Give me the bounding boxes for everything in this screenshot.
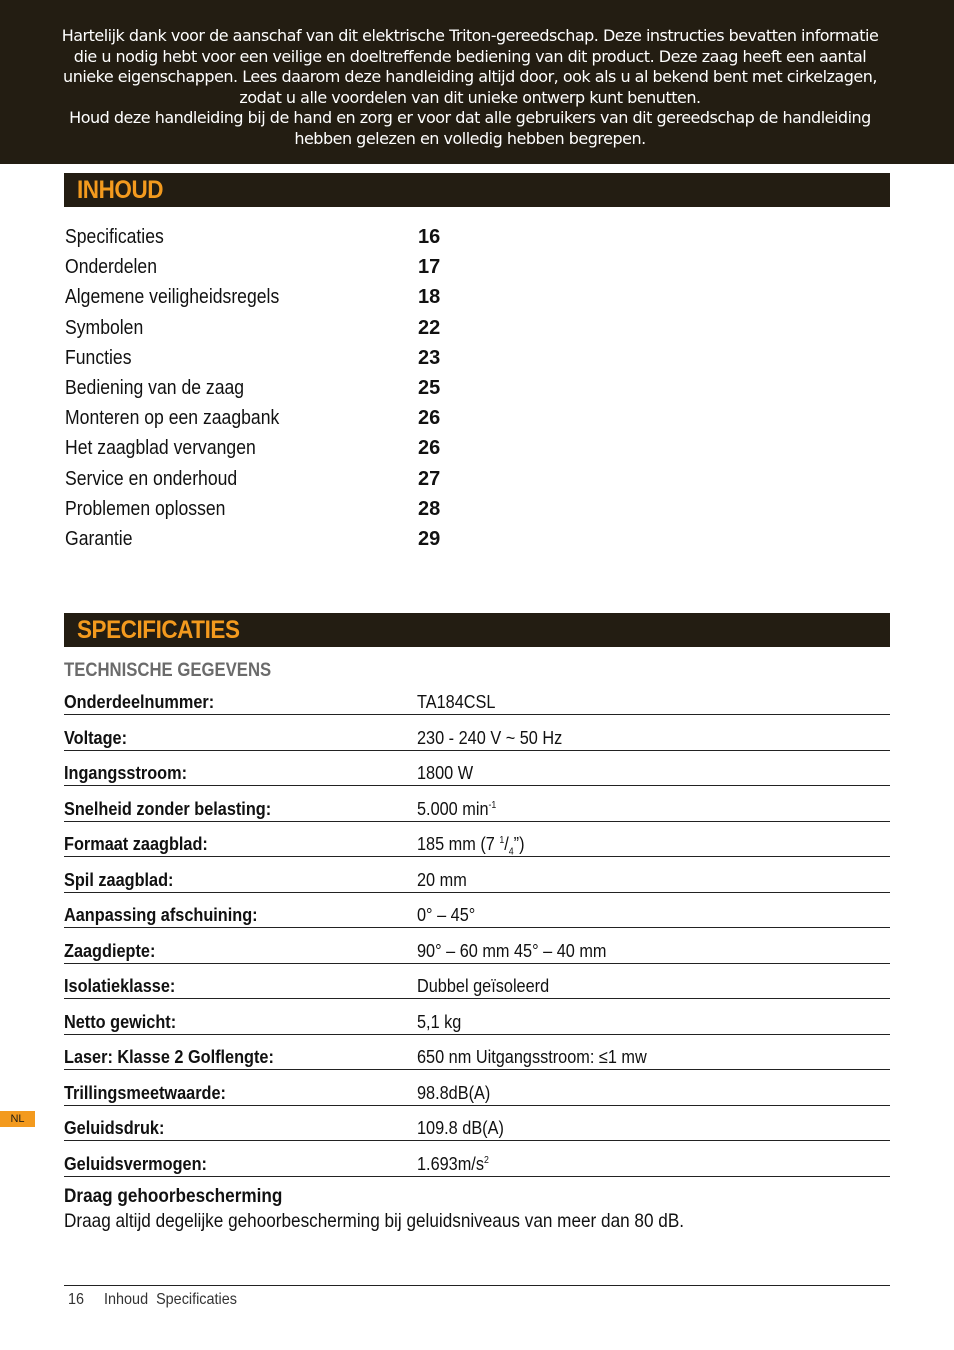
toc-item-title: Onderdelen <box>65 256 157 279</box>
spec-value: 1800 W <box>417 762 474 783</box>
spec-value: 20 mm <box>417 868 467 890</box>
spec-row <box>64 893 890 929</box>
fraction-numerator: 1 <box>499 834 505 846</box>
spec-label: Snelheid zonder belasting: <box>64 797 272 819</box>
spec-row <box>64 999 890 1035</box>
spec-row <box>64 751 890 787</box>
toc-item-page: 29 <box>418 527 441 550</box>
toc-item-title: Het zaagblad vervangen <box>65 437 256 460</box>
page-footer <box>68 1291 237 1309</box>
spec-label: Formaat zaagblad: <box>64 833 208 854</box>
toc-item-title: Functies <box>65 346 132 369</box>
toc-item[interactable] <box>65 373 465 403</box>
specs-heading-bar <box>64 613 890 647</box>
footer-section-link[interactable]: Inhoud <box>104 1291 149 1308</box>
language-tab: NL <box>0 1111 35 1127</box>
spec-row <box>64 857 890 893</box>
spec-value: 5.000 min <box>417 797 489 819</box>
spec-label: Spil zaagblad: <box>64 868 174 890</box>
note-body: Draag altijd degelijke gehoorbescherming bij geluidsniveaus van meer dan 80 dB. <box>64 1210 685 1232</box>
toc-item-page: 27 <box>418 467 441 490</box>
spec-label: Ingangsstroom: <box>64 762 188 783</box>
spec-value: 98.8dB(A) <box>417 1081 491 1103</box>
spec-value-group <box>417 1153 489 1175</box>
intro-line: Houd deze handleiding bij de hand en zorg er voor dat alle gebruikers van dit gereedschap de handleiding <box>69 108 871 127</box>
toc-heading-bar <box>64 173 890 207</box>
footer-page-number: 16 <box>68 1291 85 1308</box>
spec-row <box>64 1035 890 1071</box>
spec-row <box>64 688 890 715</box>
toc-item-title: Service en onderhoud <box>65 467 238 490</box>
spec-label: Zaagdiepte: <box>64 939 156 961</box>
spec-value: 1.693m/s <box>417 1152 484 1174</box>
spec-row <box>64 715 890 751</box>
spec-value: 650 nm Uitgangsstroom: ≤1 mw <box>417 1046 647 1067</box>
spec-label: Isolatieklasse: <box>64 975 176 996</box>
toc-item-title: Bediening van de zaag <box>65 376 245 399</box>
spec-value-superscript: -1 <box>488 799 497 811</box>
footer-divider <box>64 1285 890 1286</box>
toc-item-page: 26 <box>418 437 441 460</box>
spec-value: 109.8 dB(A) <box>417 1117 504 1138</box>
intro-line: hebben gelezen en volledig hebben begrepen. <box>294 128 646 148</box>
toc-item[interactable] <box>65 464 465 494</box>
spec-value: 230 - 240 V ~ 50 Hz <box>417 726 563 748</box>
spec-value-group <box>417 798 496 820</box>
spec-label: Trillingsmeetwaarde: <box>64 1081 226 1103</box>
intro-line: Hartelijk dank voor de aanschaf van dit elektrische Triton-gereedschap. Deze instructies bevatten informatie <box>61 26 879 45</box>
intro-line: die u nodig hebt voor een veilige en doeltreffende bediening van dit product. Deze zaag heeft een aantal <box>73 46 867 66</box>
toc-item[interactable] <box>65 343 465 373</box>
toc-item-title: Symbolen <box>65 316 144 339</box>
table-of-contents <box>65 222 465 554</box>
spec-label: Voltage: <box>64 726 128 748</box>
toc-item[interactable] <box>65 494 465 524</box>
intro-line: unieke eigenschappen. Lees daarom deze handleiding altijd door, ook als u al bekend bent met cirkelzagen, <box>63 67 877 86</box>
spec-value: 5,1 kg <box>417 1010 462 1032</box>
spec-value-superscript: 2 <box>483 1154 489 1166</box>
spec-label: Aanpassing afschuining: <box>64 904 258 925</box>
spec-value-suffix: ”) <box>513 833 525 854</box>
toc-item[interactable] <box>65 282 465 312</box>
spec-value: TA184CSL <box>417 691 496 712</box>
toc-item[interactable] <box>65 403 465 433</box>
spec-value: 90° – 60 mm 45° – 40 mm <box>417 939 607 961</box>
specs-subheading: TECHNISCHE GEGEVENS <box>64 660 272 681</box>
toc-item-page: 26 <box>418 407 441 430</box>
intro-line: zodat u alle voordelen van dit unieke ontwerp kunt benutten. <box>239 87 701 107</box>
note-heading: Draag gehoorbescherming <box>64 1185 283 1207</box>
spec-label: Onderdeelnummer: <box>64 691 215 712</box>
toc-heading: INHOUD <box>77 176 164 204</box>
toc-item[interactable] <box>65 252 465 282</box>
fraction-denominator: 4 <box>508 846 514 858</box>
spec-table <box>64 688 890 1177</box>
toc-item-page: 16 <box>418 226 441 248</box>
spec-label: Laser: Klasse 2 Golflengte: <box>64 1046 274 1067</box>
toc-item-title: Algemene veiligheidsregels <box>65 286 280 309</box>
spec-row <box>64 928 890 964</box>
toc-item[interactable] <box>65 433 465 463</box>
toc-item-title: Monteren op een zaagbank <box>65 407 280 430</box>
spec-value: Dubbel geïsoleerd <box>417 975 550 996</box>
spec-row <box>64 1070 890 1106</box>
spec-value-group: 185 mm (7 $^1/_4$”) <box>417 833 525 858</box>
toc-item-page: 25 <box>418 376 441 399</box>
toc-item-page: 28 <box>418 497 441 520</box>
spec-label: Geluidsdruk: <box>64 1117 165 1138</box>
spec-row <box>64 1106 890 1142</box>
toc-item[interactable] <box>65 524 465 554</box>
toc-item[interactable] <box>65 313 465 343</box>
spec-label: Geluidsvermogen: <box>64 1152 207 1174</box>
toc-item[interactable] <box>65 222 465 252</box>
spec-row <box>64 786 890 822</box>
toc-item-title: Specificaties <box>65 226 164 248</box>
toc-item-title: Problemen oplossen <box>65 497 226 520</box>
specs-heading: SPECIFICATIES <box>77 616 240 644</box>
spec-row <box>64 822 890 858</box>
spec-value: 0° – 45° <box>417 904 476 925</box>
toc-item-page: 18 <box>418 286 441 309</box>
footer-section-link[interactable]: Specificaties <box>156 1291 237 1308</box>
toc-item-page: 22 <box>418 316 441 339</box>
spec-label: Netto gewicht: <box>64 1010 177 1032</box>
toc-item-page: 17 <box>418 256 441 279</box>
hearing-protection-note <box>64 1185 890 1233</box>
toc-item-page: 23 <box>418 346 441 369</box>
spec-row <box>64 964 890 1000</box>
spec-row <box>64 1141 890 1177</box>
spec-value: 185 mm (7 <box>417 833 500 854</box>
intro-text-block <box>0 0 954 164</box>
toc-item-title: Garantie <box>65 527 133 550</box>
